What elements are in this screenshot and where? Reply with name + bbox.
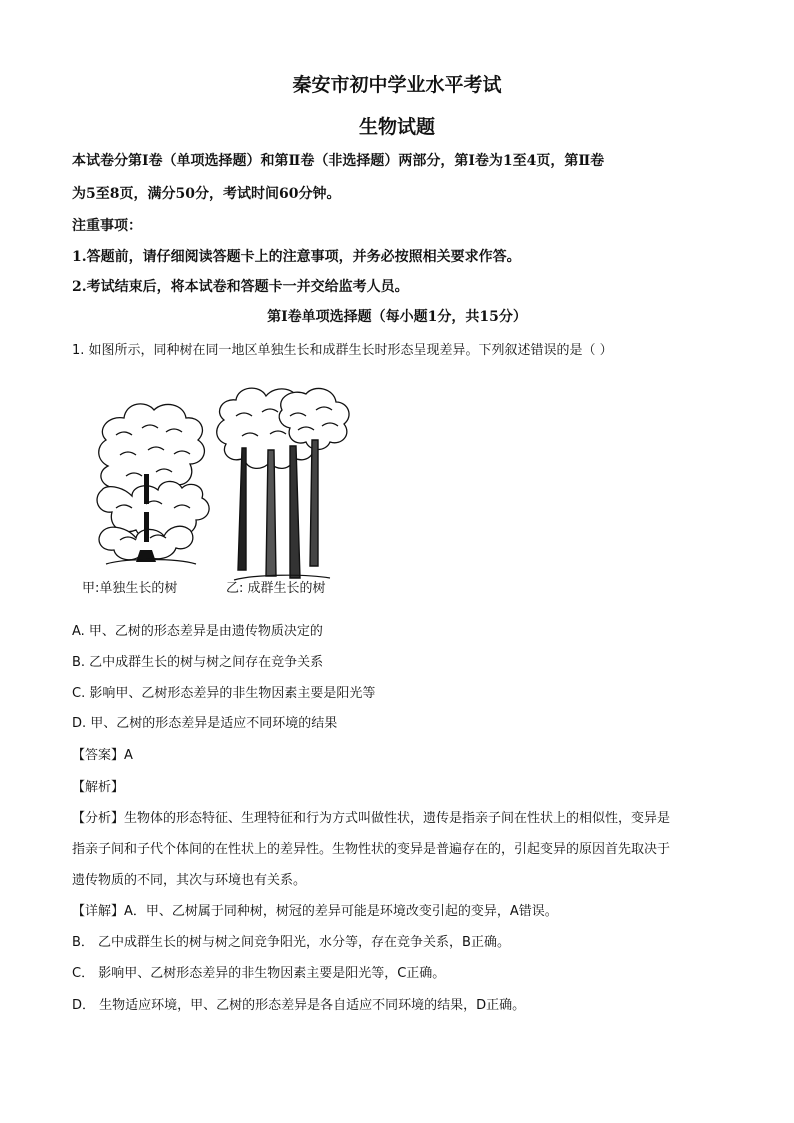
tree-figure xyxy=(86,380,366,600)
detail-line-a: 【详解】A．甲、乙树属于同种树，树冠的差异可能是环境改变引起的变异，A错误。 xyxy=(72,904,558,919)
question-stem: 1. 如图所示，同种树在同一地区单独生长和成群生长时形态呈现差异。下列叙述错误的是（ ） xyxy=(72,343,613,358)
detail-line-b: B． 乙中成群生长的树与树之间竞争阳光，水分等，存在竞争关系，B正确。 xyxy=(72,935,510,950)
notes-title: 注重事项： xyxy=(72,218,142,234)
single-tree-drawing xyxy=(97,404,209,560)
group-trees-drawing xyxy=(217,388,349,468)
exam-subtitle: 生物试题 xyxy=(358,116,435,138)
analysis-line-2: 指亲子间和子代个体间的在性状上的差异性。生物性状的变异是普遍存在的，引起变异的原因首先取决于 xyxy=(72,842,671,857)
exam-title: 秦安市初中学业水平考试 xyxy=(292,74,502,96)
option-d: D. 甲、乙树的形态差异是适应不同环境的结果 xyxy=(72,716,338,731)
analysis-line-3: 遗传物质的不同，其次与环境也有关系。 xyxy=(72,873,307,888)
option-a: A. 甲、乙树的形态差异是由遗传物质决定的 xyxy=(72,624,323,639)
analysis-title: 【解析】 xyxy=(72,780,125,795)
section-title: 第Ⅰ卷单项选择题（每小题1分，共15分） xyxy=(267,309,527,325)
note-2: 2.考试结束后，将本试卷和答题卡一并交给监考人员。 xyxy=(72,279,409,295)
tree-illustration xyxy=(86,380,366,600)
caption-single-tree: 甲:单独生长的树 xyxy=(82,581,178,596)
option-c: C. 影响甲、乙树形态差异的非生物因素主要是阳光等 xyxy=(72,686,376,701)
analysis-line-1: 【分析】生物体的形态特征、生理特征和行为方式叫做性状，遗传是指亲子间在性状上的相似性，变异是 xyxy=(72,811,671,826)
intro-line-2: 为5至8页，满分50分，考试时间60分钟。 xyxy=(72,186,341,202)
note-1: 1.答题前，请仔细阅读答题卡上的注意事项，并务必按照相关要求作答。 xyxy=(72,249,521,265)
caption-group-trees: 乙: 成群生长的树 xyxy=(226,581,326,596)
detail-line-c: C． 影响甲、乙树形态差异的非生物因素主要是阳光等，C正确。 xyxy=(72,966,446,981)
detail-line-d: D． 生物适应环境，甲、乙树的形态差异是各自适应不同环境的结果，D正确。 xyxy=(72,998,526,1013)
option-b: B. 乙中成群生长的树与树之间存在竞争关系 xyxy=(72,655,324,670)
answer: 【答案】A xyxy=(72,748,133,763)
intro-line-1: 本试卷分第Ⅰ卷（单项选择题）和第Ⅱ卷（非选择题）两部分，第Ⅰ卷为1至4页，第Ⅱ卷 xyxy=(72,153,605,169)
